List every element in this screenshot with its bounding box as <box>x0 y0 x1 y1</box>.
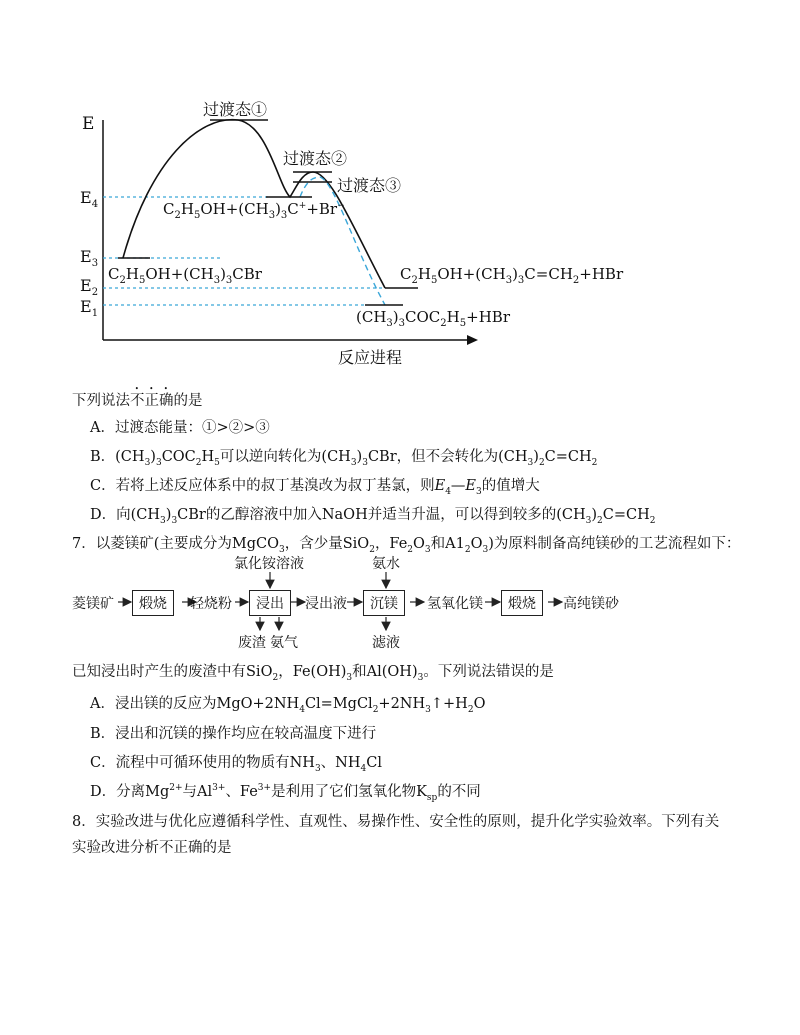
flow-start: 菱镁矿 <box>72 596 114 612</box>
flow-reagent-ammonia-water: 氨水 <box>372 556 400 572</box>
q7-option-b: B．浸出和沉镁的操作均应在较高温度下进行 <box>90 726 377 742</box>
flow-out-residue: 废渣 <box>238 635 266 651</box>
q7-option-a: A．浸出镁的反应为$MgO+2NH_4Cl=MgCl_2+2NH_3↑+H_2O$ <box>90 696 486 715</box>
y-axis-label: E <box>82 114 95 134</box>
ts1-label: 过渡态① <box>203 100 268 119</box>
q6-option-a: A．过渡态能量：①>②>③ <box>90 420 270 436</box>
flow-end: 高纯镁砂 <box>563 596 619 612</box>
flow-out-filtrate: 滤液 <box>372 635 400 651</box>
q8-stem-line1: 8．实验改进与优化应遵循科学性、直观性、易操作性、安全性的原则，提升化学实验效率。下列有关 <box>72 814 720 830</box>
x-axis-label: 反应进程 <box>338 348 403 367</box>
q7-known: 已知浸出时产生的废渣中有SiO$_2$，$Fe(OH)_3$和$Al(OH)_3$。下列说法错误的是 <box>72 664 554 683</box>
flow-box-precipitate: 沉镁 <box>363 590 405 616</box>
ts2-label: 过渡态② <box>283 149 348 168</box>
intermediate-label: $C_2H_5OH+(CH_3)_3C^++Br^-$ <box>163 200 345 221</box>
flow-box-calcine-2: 煅烧 <box>501 590 543 616</box>
q6-option-c: C．若将上述反应体系中的叔丁基溴改为叔丁基氯，则$E_4—E_3$的值增大 <box>90 478 540 497</box>
product-sub-label: $(CH_3)_3COC_2H_5+HBr$ <box>356 308 510 329</box>
flow-mid-1: 轻烧粉 <box>190 596 232 612</box>
q6-stem <box>72 385 203 410</box>
flow-box-leach: 浸出 <box>249 590 291 616</box>
x-axis-arrow <box>467 335 478 345</box>
flow-reagent-nh4cl: 氯化铵溶液 <box>234 556 304 572</box>
q7-option-c: C．流程中可循环使用的物质有$NH_3$、$NH_4Cl$ <box>90 755 382 774</box>
q6-stem-emph: 不正确 <box>130 393 174 409</box>
flow-box-calcine-1: 煅烧 <box>132 590 174 616</box>
e2-label: $E_2$ <box>80 276 99 299</box>
q7-stem: 7．以菱镁矿(主要成分为MgCO$_3$，含少量SiO$_2$，$Fe_2O_3$和$A1_2O_3$)为原料制备高纯镁砂的工艺流程如下： <box>72 536 741 555</box>
e4-label: $E_4$ <box>80 188 99 211</box>
flow-out-ammonia: 氨气 <box>270 635 298 651</box>
q6-stem-prefix: 下列说法 <box>72 393 130 409</box>
q6-option-d: D．向$(CH_3)_3CBr$的乙醇溶液中加入NaOH并适当升温，可以得到较多的$(CH_3)_2C=CH_2$ <box>90 507 656 526</box>
product-elim-label: $C_2H_5OH+(CH_3)_3C=CH_2+HBr$ <box>400 265 624 286</box>
flow-mid-3: 氢氧化镁 <box>427 596 483 612</box>
e3-label: $E_3$ <box>80 247 99 270</box>
q7-option-d: D．分离$Mg^{2+}$与$Al^{3+}$、$Fe^{3+}$是利用了它们氢氧化物$K_{sp}$的不同 <box>90 783 481 803</box>
e1-label: $E_1$ <box>80 297 99 320</box>
q8-stem-line2: 实验改进分析不正确的是 <box>72 840 232 856</box>
q6-stem-suffix: 的是 <box>173 393 203 409</box>
q6-option-b: B．$(CH_3)_3COC_2H_5$可以逆向转化为$(CH_3)_3CBr$，但不会转化为$(CH_3)_2C=CH_2$ <box>90 449 598 468</box>
ts3-label: 过渡态③ <box>337 176 402 195</box>
substitution-path <box>300 177 385 305</box>
reactant-label: $C_2H_5OH+(CH_3)_3CBr$ <box>108 265 262 286</box>
flow-mid-2: 浸出液 <box>305 596 347 612</box>
